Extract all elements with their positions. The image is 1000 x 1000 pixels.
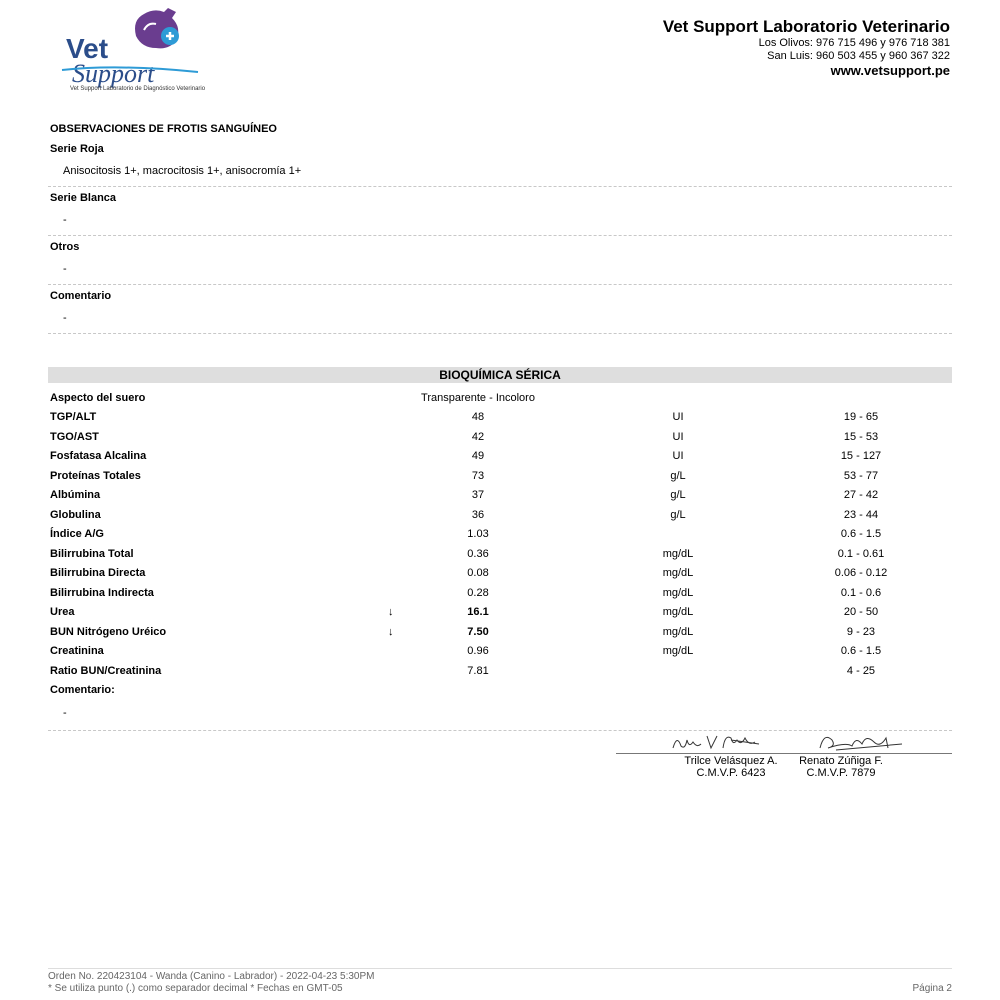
test-value: 0.08 <box>467 567 489 579</box>
test-name: Urea <box>50 606 75 618</box>
test-unit: UI <box>672 411 684 423</box>
vet-support-logo <box>58 6 208 98</box>
test-unit: mg/dL <box>662 625 694 638</box>
test-unit: g/L <box>670 489 686 501</box>
logo-tagline: Vet Support Laboratorio de Diagnóstico Veterinario <box>70 86 206 92</box>
test-unit: mg/dL <box>662 567 694 579</box>
table-row <box>48 468 952 487</box>
test-unit: g/L <box>670 508 686 521</box>
test-value: 7.81 <box>467 664 489 677</box>
test-value: 48 <box>471 411 485 423</box>
reference-range: 0.6 - 1.5 <box>840 645 882 657</box>
table-row <box>48 565 952 584</box>
test-name: Albúmina <box>50 489 101 501</box>
signer-license: C.M.V.P. 6423 <box>696 767 766 779</box>
svg-text:Vet: Vet <box>66 33 109 64</box>
obs-value: - <box>63 214 67 226</box>
table-row <box>48 604 952 623</box>
test-value: 0.28 <box>467 586 489 599</box>
reference-range: 20 - 50 <box>843 606 879 618</box>
test-value: 36 <box>471 508 485 521</box>
lab-website: www.vetsupport.pe <box>830 63 950 78</box>
page-number: Página 2 <box>912 983 952 994</box>
table-row <box>48 429 952 448</box>
divider <box>48 186 952 187</box>
table-row <box>48 409 952 428</box>
test-value: 49 <box>471 450 485 462</box>
bio-comment-label: Comentario: <box>50 684 115 696</box>
reference-range: 15 - 127 <box>840 450 882 462</box>
test-name: Índice A/G <box>50 528 104 540</box>
table-row <box>48 585 952 604</box>
biochemistry-title: BIOQUÍMICA SÉRICA <box>48 367 952 383</box>
signature-line <box>616 753 952 754</box>
low-flag-icon: ↓ <box>388 625 394 638</box>
signature-renato <box>816 730 906 752</box>
aspect-value: Transparente - Incoloro <box>421 392 535 404</box>
divider <box>48 333 952 334</box>
obs-value: - <box>63 263 67 275</box>
obs-label: Serie Roja <box>50 143 104 155</box>
test-value: 37 <box>471 489 485 501</box>
table-row <box>48 643 952 662</box>
test-name: Fosfatasa Alcalina <box>50 450 147 462</box>
divider <box>48 235 952 236</box>
test-name: Creatinina <box>50 645 104 657</box>
reference-range: 15 - 53 <box>843 430 879 443</box>
aspect-label: Aspecto del suero <box>50 392 146 404</box>
test-unit: mg/dL <box>662 547 694 560</box>
signer-2 <box>776 755 906 779</box>
obs-label: Comentario <box>50 290 112 302</box>
reference-range: 53 - 77 <box>843 469 879 482</box>
test-value: 1.03 <box>467 528 489 540</box>
table-row <box>48 663 952 682</box>
phone-los-olivos: Los Olivos: 976 715 496 y 976 718 381 <box>758 37 950 49</box>
bio-comment-value: - <box>63 707 67 719</box>
test-name: Bilirrubina Total <box>50 547 134 560</box>
test-unit: UI <box>672 430 684 443</box>
aspect-row <box>48 390 952 409</box>
signer-name: Renato Zúñiga F. <box>799 755 883 767</box>
reference-range: 0.06 - 0.12 <box>834 567 888 579</box>
test-name: Bilirrubina Directa <box>50 567 146 579</box>
lab-name: Vet Support Laboratorio Veterinario <box>662 17 950 36</box>
test-name: Bilirrubina Indirecta <box>50 586 154 599</box>
signatures <box>616 728 952 788</box>
test-name: Globulina <box>50 508 101 521</box>
test-unit: mg/dL <box>662 586 694 599</box>
test-name: Proteínas Totales <box>50 469 141 482</box>
test-unit: g/L <box>670 469 686 482</box>
low-flag-icon: ↓ <box>388 606 394 618</box>
observations-title: OBSERVACIONES DE FROTIS SANGUÍNEO <box>50 123 277 135</box>
reference-range: 23 - 44 <box>843 508 879 521</box>
reference-range: 0.1 - 0.6 <box>840 586 882 599</box>
test-value: 7.50 <box>467 625 489 638</box>
test-unit: mg/dL <box>662 645 694 657</box>
reference-range: 0.1 - 0.61 <box>837 547 885 560</box>
test-name: TGO/AST <box>50 430 99 443</box>
reference-range: 19 - 65 <box>843 411 879 423</box>
test-name: BUN Nitrógeno Uréico <box>50 625 167 638</box>
table-row <box>48 526 952 545</box>
footer-divider <box>48 968 952 969</box>
test-value: 16.1 <box>467 606 489 618</box>
test-value: 0.96 <box>467 645 489 657</box>
flask-pets-icon <box>135 8 179 48</box>
footer-order: Orden No. 220423104 - Wanda (Canino - Labrador) - 2022-04-23 5:30PM <box>48 971 375 982</box>
table-row <box>48 507 952 526</box>
footer-note: * Se utiliza punto (.) como separador decimal * Fechas en GMT-05 <box>48 983 343 994</box>
signature-trilce <box>671 730 771 752</box>
test-name: Ratio BUN/Creatinina <box>50 664 162 677</box>
test-name: TGP/ALT <box>50 411 97 423</box>
divider <box>48 284 952 285</box>
table-row <box>48 448 952 467</box>
phone-san-luis: San Luis: 960 503 455 y 960 367 322 <box>767 50 950 62</box>
obs-label: Serie Blanca <box>50 192 117 204</box>
reference-range: 27 - 42 <box>843 489 879 501</box>
test-value: 42 <box>471 430 485 443</box>
obs-label: Otros <box>50 241 80 253</box>
table-row <box>48 487 952 506</box>
table-row <box>48 546 952 565</box>
reference-range: 0.6 - 1.5 <box>840 528 882 540</box>
test-unit: UI <box>672 450 684 462</box>
table-row <box>48 624 952 643</box>
lab-contact-block <box>663 17 950 79</box>
test-value: 0.36 <box>467 547 489 560</box>
obs-value: - <box>63 312 67 324</box>
signer-name: Trilce Velásquez A. <box>684 755 778 767</box>
reference-range: 4 - 25 <box>846 664 876 677</box>
svg-text:Support: Support <box>72 59 155 88</box>
signer-license: C.M.V.P. 7879 <box>806 767 876 779</box>
test-value: 73 <box>471 469 485 482</box>
reference-range: 9 - 23 <box>846 625 876 638</box>
obs-value: Anisocitosis 1+, macrocitosis 1+, anisocromía 1+ <box>63 165 302 177</box>
test-unit: mg/dL <box>662 606 694 618</box>
